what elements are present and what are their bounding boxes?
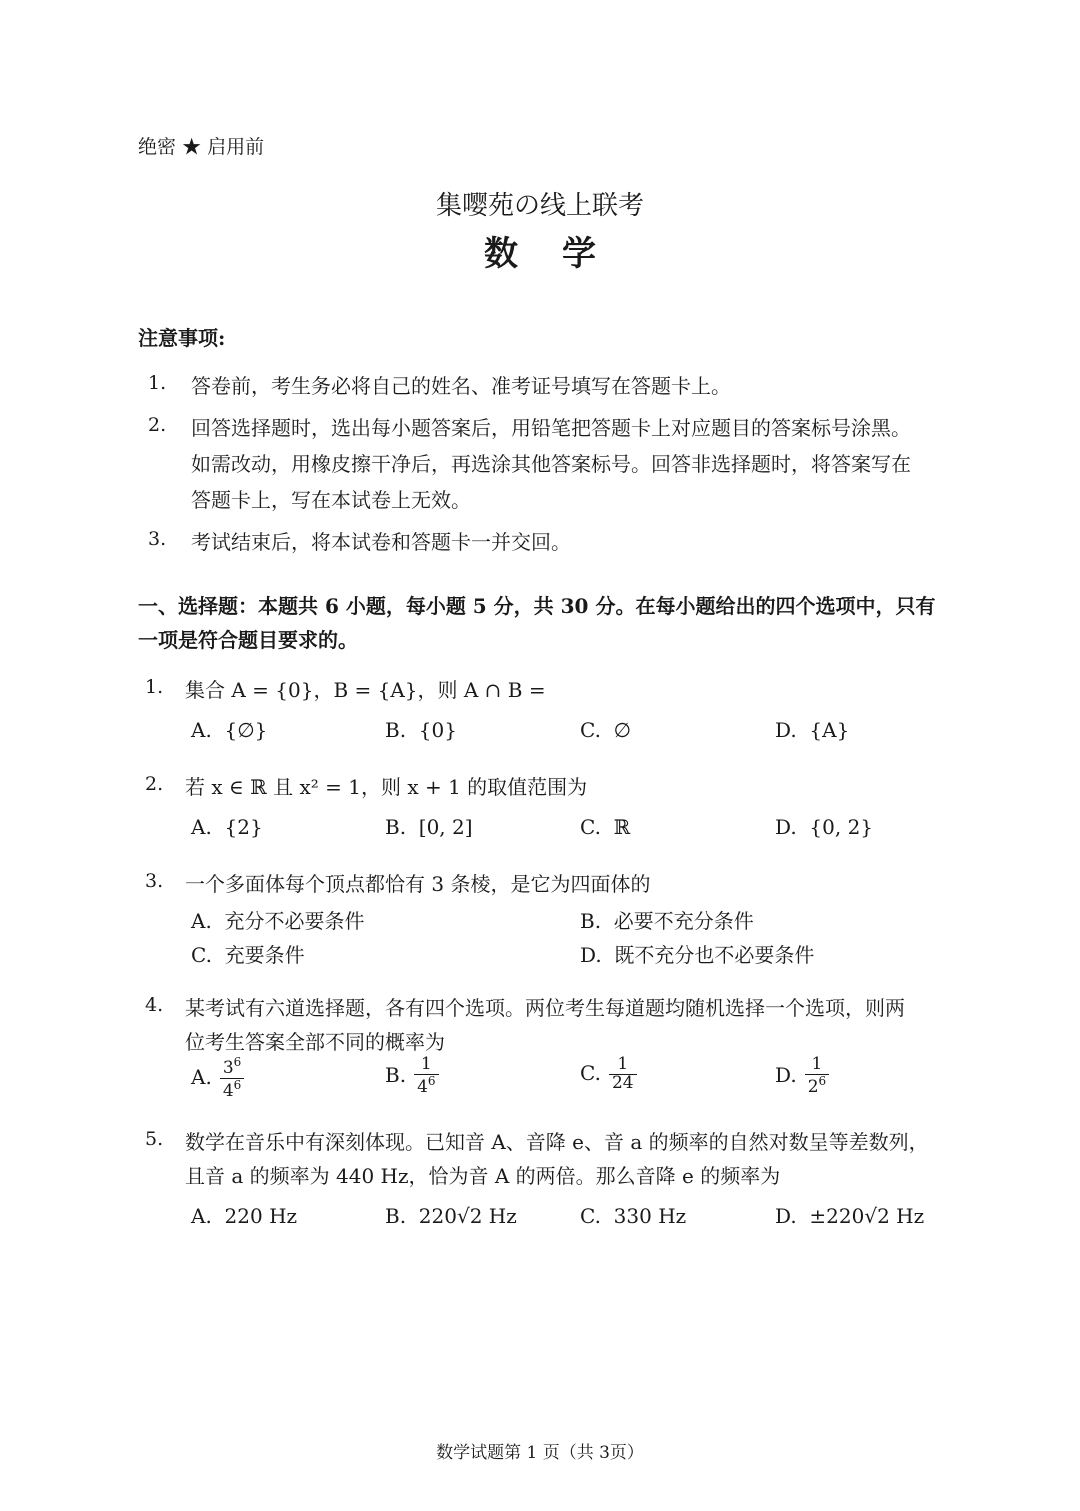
option-letter: B. xyxy=(385,1062,407,1087)
option-text: {∅} xyxy=(224,718,268,742)
question-stem: 数学在音乐中有深刻体现。已知音 A、音降 e、音 a 的频率的自然对数呈等差数列， xyxy=(185,1130,929,1154)
option-letter: A. xyxy=(191,815,212,839)
option-letter: B. xyxy=(580,909,602,933)
option-text: ℝ xyxy=(613,815,631,839)
option-c xyxy=(580,1056,637,1093)
numerator: 1 xyxy=(420,1054,432,1074)
option-letter: A. xyxy=(191,909,212,933)
question-number: 1. xyxy=(145,676,164,698)
note-number: 3. xyxy=(148,528,167,550)
page-footer: 数学试题第 1 页（共 3页） xyxy=(436,1443,644,1463)
question-stem: 集合 A = {0}，B = {A}，则 A ∩ B = xyxy=(185,678,546,702)
option-a xyxy=(191,905,365,934)
exam-subtitle: 集嘤苑の线上联考 xyxy=(435,191,644,221)
option-a xyxy=(191,718,267,742)
option-letter: A. xyxy=(191,1204,212,1228)
option-c xyxy=(580,815,630,839)
option-a xyxy=(191,1056,244,1101)
option-text: {2} xyxy=(224,815,263,839)
option-b xyxy=(385,718,457,742)
option-b xyxy=(580,905,754,934)
note-text: 考试结束后，将本试卷和答题卡一并交回。 xyxy=(191,530,571,554)
option-d xyxy=(775,1056,829,1097)
option-letter: D. xyxy=(775,718,797,742)
option-text: 既不充分也不必要条件 xyxy=(614,943,815,967)
numerator: 1 xyxy=(811,1054,823,1074)
option-b xyxy=(385,1056,439,1097)
option-text: {0, 2} xyxy=(809,815,874,839)
question-stem: 某考试有六道选择题，各有四个选项。两位考生每道题均随机选择一个选项，则两 xyxy=(185,996,905,1020)
option-letter: A. xyxy=(191,718,212,742)
exam-title: 数学 xyxy=(484,234,640,274)
option-letter: D. xyxy=(775,1062,797,1087)
option-b xyxy=(385,815,473,839)
option-b xyxy=(385,1204,517,1228)
question-number: 4. xyxy=(145,994,164,1016)
option-letter: B. xyxy=(385,815,407,839)
option-letter: D. xyxy=(775,815,797,839)
numerator-exponent: 6 xyxy=(233,1055,242,1069)
denominator: 4 xyxy=(417,1076,428,1097)
note-number: 2. xyxy=(148,414,167,436)
option-letter: C. xyxy=(580,1204,601,1228)
option-text: 220√2 Hz xyxy=(418,1204,517,1228)
secret-text: 绝密 xyxy=(138,136,177,158)
option-c xyxy=(580,718,631,742)
note-text: 如需改动，用橡皮擦干净后，再选涂其他答案标号。回答非选择题时，将答案写在 xyxy=(191,452,911,476)
fraction xyxy=(220,1056,244,1101)
denominator: 24 xyxy=(611,1072,634,1093)
denominator: 4 xyxy=(222,1080,234,1101)
question-stem: 一个多面体每个顶点都恰有 3 条棱，是它为四面体的 xyxy=(185,872,651,896)
question-stem-cont: 位考生答案全部不同的概率为 xyxy=(185,1030,445,1054)
option-text: 220 Hz xyxy=(224,1204,298,1228)
option-a xyxy=(191,815,263,839)
notes-heading: 注意事项: xyxy=(138,326,226,350)
option-text: [0, 2] xyxy=(418,815,473,839)
denominator-exponent: 6 xyxy=(818,1073,827,1088)
option-letter: D. xyxy=(775,1204,797,1228)
fraction xyxy=(805,1056,829,1097)
numerator: 3 xyxy=(222,1058,234,1078)
option-text: {0} xyxy=(418,718,457,742)
section-heading-cont: 一项是符合题目要求的。 xyxy=(138,628,358,652)
option-letter: B. xyxy=(385,718,407,742)
numerator: 1 xyxy=(617,1054,629,1074)
secret-status: 启用前 xyxy=(207,136,265,158)
option-a xyxy=(191,1204,297,1228)
note-number: 1. xyxy=(148,372,167,394)
denominator: 2 xyxy=(807,1076,819,1097)
question-stem-cont: 且音 a 的频率为 440 Hz，恰为音 A 的两倍。那么音降 e 的频率为 xyxy=(185,1164,781,1188)
question-number: 2. xyxy=(145,773,164,795)
section-heading: 一、选择题：本题共 6 小题，每小题 5 分，共 30 分。在每小题给出的四个选项中，只有 xyxy=(138,594,936,618)
question-number: 3. xyxy=(145,870,164,892)
option-text: {A} xyxy=(809,718,850,742)
confidential-label xyxy=(138,132,264,159)
option-letter: C. xyxy=(580,1060,601,1085)
option-text: ∅ xyxy=(613,718,632,742)
option-letter: C. xyxy=(191,943,212,967)
denominator-exponent: 6 xyxy=(427,1073,436,1088)
option-c xyxy=(191,939,305,968)
option-text: 充分不必要条件 xyxy=(224,909,365,933)
note-text: 答卷前，考生务必将自己的姓名、准考证号填写在答题卡上。 xyxy=(191,374,731,398)
note-text: 回答选择题时，选出每小题答案后，用铅笔把答题卡上对应题目的答案标号涂黑。 xyxy=(191,416,911,440)
question-stem: 若 x ∈ ℝ 且 x² = 1，则 x + 1 的取值范围为 xyxy=(185,775,588,799)
option-letter: D. xyxy=(580,943,602,967)
fraction xyxy=(414,1056,438,1097)
option-d xyxy=(775,1204,924,1228)
option-text: 必要不充分条件 xyxy=(613,909,754,933)
option-d xyxy=(580,939,814,968)
fraction xyxy=(609,1056,637,1093)
option-c xyxy=(580,1204,686,1228)
option-d xyxy=(775,718,849,742)
option-text: ±220√2 Hz xyxy=(809,1204,925,1228)
note-text: 答题卡上，写在本试卷上无效。 xyxy=(191,488,471,512)
option-letter: B. xyxy=(385,1204,407,1228)
option-text: 充要条件 xyxy=(224,943,305,967)
question-number: 5. xyxy=(145,1128,164,1150)
option-d xyxy=(775,815,873,839)
option-letter: A. xyxy=(191,1064,212,1089)
star-icon: ★ xyxy=(182,136,202,158)
option-text: 330 Hz xyxy=(613,1204,687,1228)
option-letter: C. xyxy=(580,718,601,742)
denominator-exponent: 6 xyxy=(233,1077,242,1092)
option-letter: C. xyxy=(580,815,601,839)
